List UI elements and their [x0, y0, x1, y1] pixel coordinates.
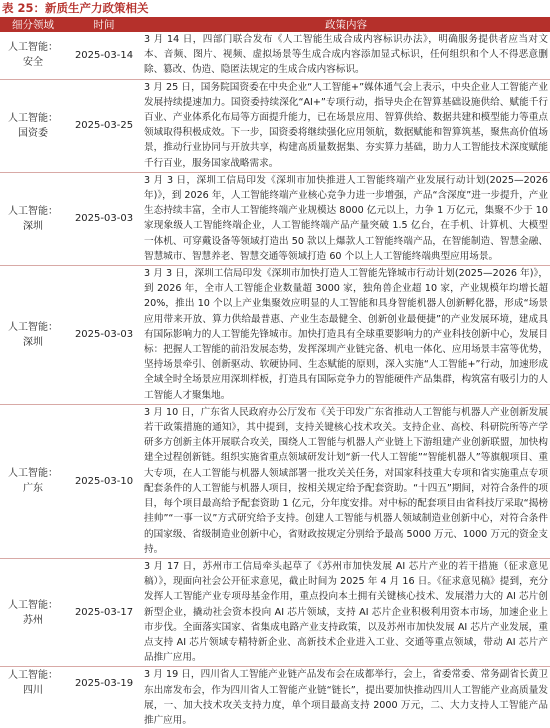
- table-row: [0, 404, 550, 558]
- header-area: 细分领域: [0, 17, 66, 32]
- row-time: 2025-03-10: [66, 404, 142, 558]
- row-area: 人工智能：四川: [8, 670, 58, 697]
- row-time: 2025-03-25: [66, 79, 142, 172]
- row-area: 人工智能：广东: [0, 404, 66, 558]
- policy-table: [0, 17, 550, 726]
- row-content: 3 月 17 日，苏州市工信局牵头起草了《苏州市加快发展 AI 芯片产业的若干措施（征求意见稿）》，现面向社会公开征求意见，截止时间为 2025 年 4 月 16 日。《征求意见稿》提到，充分发挥人工智能产业专项母基金作用，重点投向本土拥有关键核心技术、发展潜力大的 AI 芯片创新型企业，撬动社会资本投向 AI 芯片领域，支持 AI 芯片企业积极利用资本市场，加速企业上市步伐。全面落实国家、省集成电路产业支持政策，以及苏州市加快发展 AI 芯片产业发展，重点支持 AI 芯片领域专精特新企业、高新技术企业进入工业、交通等重点领域，带动 AI 芯片产品推广应用。: [142, 558, 550, 666]
- row-content: 3 月 3 日，深圳工信局印发《深圳市加快推进人工智能终端产业发展行动计划(2025—2026 年)》，到 2026 年，人工智能终端产业核心竞争力进一步增强，产品“含深度”进一步提升，产业生态持续丰富，全市人工智能终端产业规模达 8000 亿元以上，力争 1 万亿元，集聚不少于 10 家现象级人工智能终端企业，人工智能终端产品产量突破 1.5 亿台，在手机、计算机、大模型一体机、可穿戴设备等领域打造出 50 款以上爆款人工智能终端产品，在智能制造、智慧金融、智慧城市、智慧养老、智慧交通等领域打造 60 个以上人工智能终端典型应用场景。: [142, 172, 550, 265]
- row-content: 3 月 25 日，国务院国资委在中央企业“人工智能+”媒体通气会上表示，中央企业人工智能产业发展持续提速加力。国资委持续深化“AI+”专项行动，指导央企在智算基础设施供给、赋能千行百业、产业体系化布局等方面提升能力，已在场景应用、智算供给、数据共建和模型能力等重点领域取得积极成效。下一步，国资委将继续强化应用领航，数据赋能和智算筑基，聚焦高价值场景，推动行业协同与开放共享，构建高质量数据集、夯实算力基础，助力人工智能技术深度赋能千行百业，服务国家战略需求。: [142, 79, 550, 172]
- table-header-row: [0, 17, 550, 32]
- table-caption: 表 25：新质生产力政策相关: [2, 1, 149, 15]
- row-area: 人工智能：安全: [0, 32, 66, 79]
- row-time: 2025-03-17: [66, 558, 142, 666]
- row-time: 2025-03-14: [66, 32, 142, 79]
- row-content: 3 月 10 日，广东省人民政府办公厅发布《关于印发广东省推动人工智能与机器人产业创新发展若干政策措施的通知》，其中提到，支持关键核心技术攻关。支持企业、高校、科研院所等产学研多方创新主体开展联合攻关，围绕人工智能与机器人产业链上下游组建产业创新联盟，加快构建全过程创新链。组织实施省重点领域研发计划“新一代人工智能”“智能机器人”等旗舰项目、重大专项，在人工智能与机器人领域部署一批攻关关任务，对国家科技重大专项和省实施重点专项配套条件的人工智能与机器人项目，按相关规定给予配套资助。“十四五”期间，对符合条件的项目，每个项目最高给予配套资助 1 亿元，分年度安排。对中标的配套项目由省科技厅采取“揭榜挂帅”“一事一议”方式研究给予支持。创建人工智能与机器人领域制造业创新中心，对符合条件的国家级、省级制造业创新中心，省财政按规定分别给予最高 5000 万元、1000 万元的资金支持。: [142, 404, 550, 558]
- table-row: [0, 172, 550, 265]
- row-content: 3 月 3 日，深圳工信局印发《深圳市加快打造人工智能先锋城市行动计划(2025—2026 年)》，到 2026 年，全市人工智能企业数量超 3000 家，独角兽企业超 10 家，产业规模年均增长超 20%，推出 10 个以上产业集聚效应明显的人工智能和具身智能机器人创新孵化器，形成“场景应用带来开放、算力供给最普惠、产业生态最健全、创新创业最便捷”的产业发展环境，建成具有国际影响力的人工智能先锋城市。加快打造具有全球重要影响力的产业科技创新中心，发展目标：把握人工智能的前沿发展态势，发挥深圳产业链完备、机电一体化、应用场景丰富等优势，坚持场景牵引、创新驱动、软硬协同、生态赋能的原则，深入实施“人工智能+”行动，加速形成全域全时全场景应用深圳样板，打造具有国际竞争力的智能硬件产品集群，构筑富有吸引力的人工智能人才聚集地。: [142, 266, 550, 405]
- row-time: 2025-03-03: [66, 266, 142, 405]
- row-area: 人工智能：深圳: [0, 266, 66, 405]
- row-content: [142, 667, 550, 726]
- table-row: [0, 79, 550, 172]
- table-row: [0, 32, 550, 79]
- table-row: [0, 558, 550, 666]
- row-time: 2025-03-03: [66, 172, 142, 265]
- row-area: 人工智能：国资委: [0, 79, 66, 172]
- row-time: 2025-03-19: [74, 677, 134, 689]
- row-content: 3 月 14 日，四部门联合发布《人工智能生成合成内容标识办法》，明确服务提供者应当对文本、音频、图片、视频、虚拟场景等生成合成内容添加显式标识，任何组织和个人不得恶意删除、篡改、伪造、隐匿法规定的生成合成内容标识。: [142, 32, 550, 79]
- row-area: 人工智能：苏州: [0, 558, 66, 666]
- header-content: 政策内容: [142, 17, 550, 32]
- table-row: [0, 667, 550, 700]
- row-content-text: 3 月 19 日，四川省人工智能产业链产品发布会在成都举行，会上，省委常委、常务副省长黄卫东出席发布会，作为四川省人工智能产业链“链长”，提出要加快推动四川人工智能产业高质量发展，一、加大技术攻关支持力度，单个项目最高支持 2000 万元，二、大力支持人工智能产品推广应用。: [144, 669, 548, 726]
- header-time: 时间: [66, 17, 142, 32]
- row-area: 人工智能：深圳: [0, 172, 66, 265]
- table-row: [0, 266, 550, 405]
